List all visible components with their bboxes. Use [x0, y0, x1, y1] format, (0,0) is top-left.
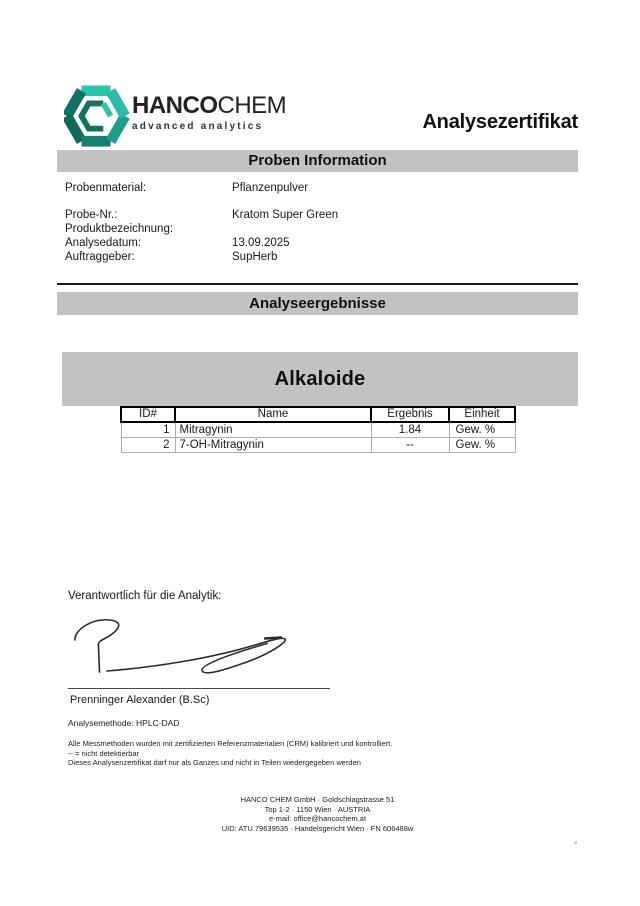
footer-line: HANCO CHEM GmbH · Goldschlagstrasse 51 [240, 795, 395, 804]
signatory-name: Prenninger Alexander (B.Sc) [70, 694, 210, 706]
signature-underline [68, 688, 330, 689]
info-row-produktbezeichnung [65, 222, 545, 236]
info-label: Produktbezeichnung: [65, 223, 174, 235]
cell-id: 1 [121, 422, 175, 438]
logo-wordmark [132, 92, 287, 132]
info-label: Analysedatum: [65, 237, 142, 249]
info-row-probe-nr [65, 208, 545, 222]
disclaimer-line: Alle Messmethoden wurden mit zertifizierten Referenzmaterialien (CRM) kalibriert und kontrolliert. [68, 739, 393, 748]
footer-line: UID: ATU 79639535 · Handelsgericht Wien · FN 606488w [221, 823, 414, 833]
table-row [121, 438, 515, 453]
company-footer [57, 795, 578, 833]
brand-primary: HANCO [132, 92, 218, 119]
results-table [120, 406, 516, 453]
table-header-row [121, 407, 515, 422]
alkaloids-title-box: Alkaloide [62, 352, 578, 406]
column-header-name: Name [175, 407, 371, 422]
info-row-auftraggeber [65, 250, 545, 264]
info-value: Pflanzenpulver [232, 182, 309, 194]
brand-name [132, 92, 287, 119]
scan-artifact-dot [574, 841, 577, 844]
disclaimer-line: -- = nicht detektierbar [68, 748, 140, 758]
footer-line: e-mail: office@hancochem.at [268, 814, 367, 823]
info-label: Probenmaterial: [65, 182, 147, 194]
brand-tagline: advanced analytics [132, 121, 264, 132]
info-value [232, 222, 545, 236]
brand-secondary: CHEM [217, 92, 287, 119]
cell-name: 7-OH-Mitragynin [175, 438, 371, 453]
column-header-unit: Einheit [449, 407, 515, 422]
table-row [121, 422, 515, 438]
info-row-probenmaterial [65, 181, 545, 195]
results-table-wrapper [120, 406, 516, 453]
sample-info-block [65, 181, 545, 264]
info-value: 13.09.2025 [232, 237, 290, 249]
handwritten-signature [62, 608, 302, 690]
section-header-sample-info: Proben Information [57, 150, 578, 172]
info-label: Probe-Nr.: [65, 209, 118, 221]
section-divider-line [57, 283, 578, 285]
cell-unit: Gew. % [449, 422, 515, 438]
cell-unit: Gew. % [449, 438, 515, 453]
info-value: Kratom Super Green [232, 209, 339, 221]
disclaimer-line: Dieses Analysenzertifikat darf nur als Ganzes und nicht in Teilen wiedergegeben werden [68, 758, 361, 767]
info-row-analysedatum [65, 236, 545, 250]
hexagon-knot-icon [64, 85, 130, 149]
disclaimer-block [68, 739, 392, 768]
section-header-results: Analyseergebnisse [57, 292, 578, 315]
info-value: SupHerb [232, 251, 278, 263]
column-header-result: Ergebnis [371, 407, 449, 422]
footer-line: Top 1-2 · 1150 Wien · AUSTRIA [264, 804, 371, 814]
document-title: Analysezertifikat [422, 111, 578, 133]
info-label: Auftraggeber: [65, 251, 135, 263]
cell-name: Mitragynin [175, 422, 371, 438]
cell-result: -- [371, 438, 449, 453]
cell-id: 2 [121, 438, 175, 453]
company-logo [64, 85, 287, 149]
analysis-method: Analysemethode: HPLC-DAD [68, 718, 180, 728]
column-header-id: ID# [121, 407, 175, 422]
cell-result: 1.84 [371, 422, 449, 438]
signature-label: Verantwortlich für die Analytik: [68, 590, 222, 602]
